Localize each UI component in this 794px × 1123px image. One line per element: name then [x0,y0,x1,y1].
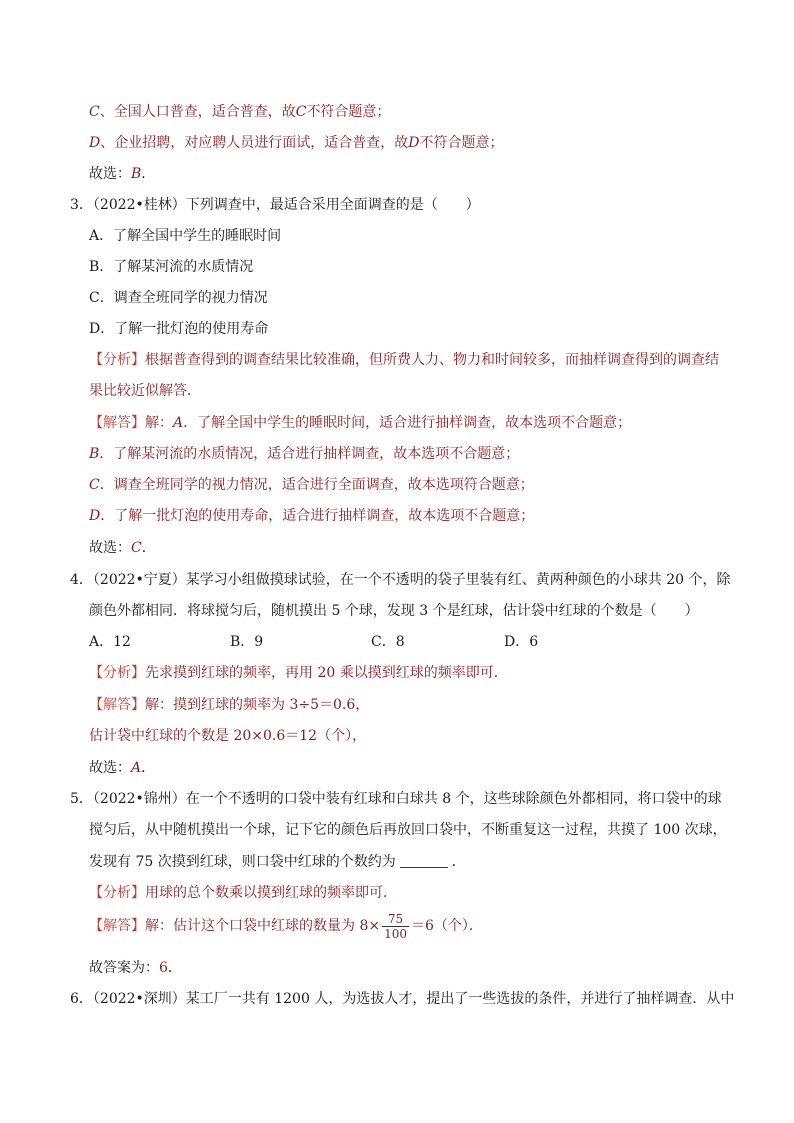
q4-option-c: C．8 [371,634,405,650]
q4-analysis: 【分析】先求摸到红球的频率，再用 20 乘以摸到红球的频率即可． [89,665,508,681]
q4-answer: 故选：A． [89,760,156,776]
q3-analysis-cont: 果比较近似解答． [89,383,201,399]
q3-analysis: 【分析】根据普查得到的调查结果比较准确，但所费人力、物力和时间较多，而抽样调查得到的调查结 [89,352,719,368]
q4-stem: 4．（2022•宁夏）某学习小组做摸球试验，在一个不透明的袋子里装有红、黄两种颜色的小球共 20 个，除 [70,572,731,588]
q5-answer-blank [400,853,448,868]
q4-stem-cont: 颜色外都相同．将球搅匀后，随机摸出 5 个球，发现 3 个是红球，估计袋中红球的个数是（ ） [89,603,699,619]
q3-option-c: C．调查全班同学的视力情况 [89,290,268,306]
prev-answer: 故选：B． [89,166,156,182]
q3-option-b: B．了解某河流的水质情况 [89,259,254,275]
prev-solution-c: C、全国人口普查，适合普查，故C不符合题意； [89,104,391,120]
q6-stem: 6．（2022•深圳）某工厂一共有 1200 人，为选拔人才，提出了一些选拔的条件，并进行了抽样调查．从中 [70,991,735,1007]
q3-solution-a: 【解答】解：A．了解全国中学生的睡眠时间，适合进行抽样调查，故本选项不合题意； [89,415,632,431]
q3-solution-b: B．了解某河流的水质情况，适合进行抽样调查，故本选项不合题意； [89,446,520,462]
q3-answer: 故选：C． [89,540,156,556]
q5-stem-cont-1: 搅匀后，从中随机摸出一个球，记下它的颜色后再放回口袋中，不断重复这一过程，共摸了 100 次球， [89,822,727,838]
q5-answer: 故答案为：6． [89,960,182,976]
q4-option-b: B．9 [230,634,264,650]
q3-solution-d: D．了解一批灯泡的使用寿命，适合进行抽样调查，故本选项不合题意； [89,508,535,524]
q4-solution-1: 【解答】解：摸到红球的频率为 3÷5＝0.6， [89,697,370,713]
q3-stem: 3．（2022•桂林）下列调查中，最适合采用全面调查的是（ ） [70,197,480,213]
q3-option-d: D．了解一批灯泡的使用寿命 [89,321,269,337]
q3-solution-c: C．调查全班同学的视力情况，适合进行全面调查，故本选项符合题意； [89,477,534,493]
q3-option-a: A．了解全国中学生的睡眠时间 [89,228,282,244]
q4-option-d: D．6 [504,634,539,650]
q4-options [89,632,538,652]
q5-analysis: 【分析】用球的总个数乘以摸到红球的频率即可． [89,885,397,901]
q5-stem-cont-2: 发现有 75 次摸到红球，则口袋中红球的个数约为 ． [89,854,466,870]
q4-solution-2: 估计袋中红球的个数是 20×0.6＝12（个）， [89,728,367,744]
prev-solution-d: D、企业招聘，对应聘人员进行面试，适合普查，故D不符合题意； [89,135,504,151]
q4-option-a: A．12 [89,634,131,650]
q5-solution: 【解答】解：估计这个口袋中红球的数量为 8× $\frac{75}{100}$ ＝6（个）． [89,911,483,941]
q5-stem: 5．（2022•锦州）在一个不透明的口袋中装有红球和白球共 8 个，这些球除颜色外都相同，将口袋中的球 [70,791,722,807]
fraction: $\frac{75}{100}$ [384,911,407,941]
